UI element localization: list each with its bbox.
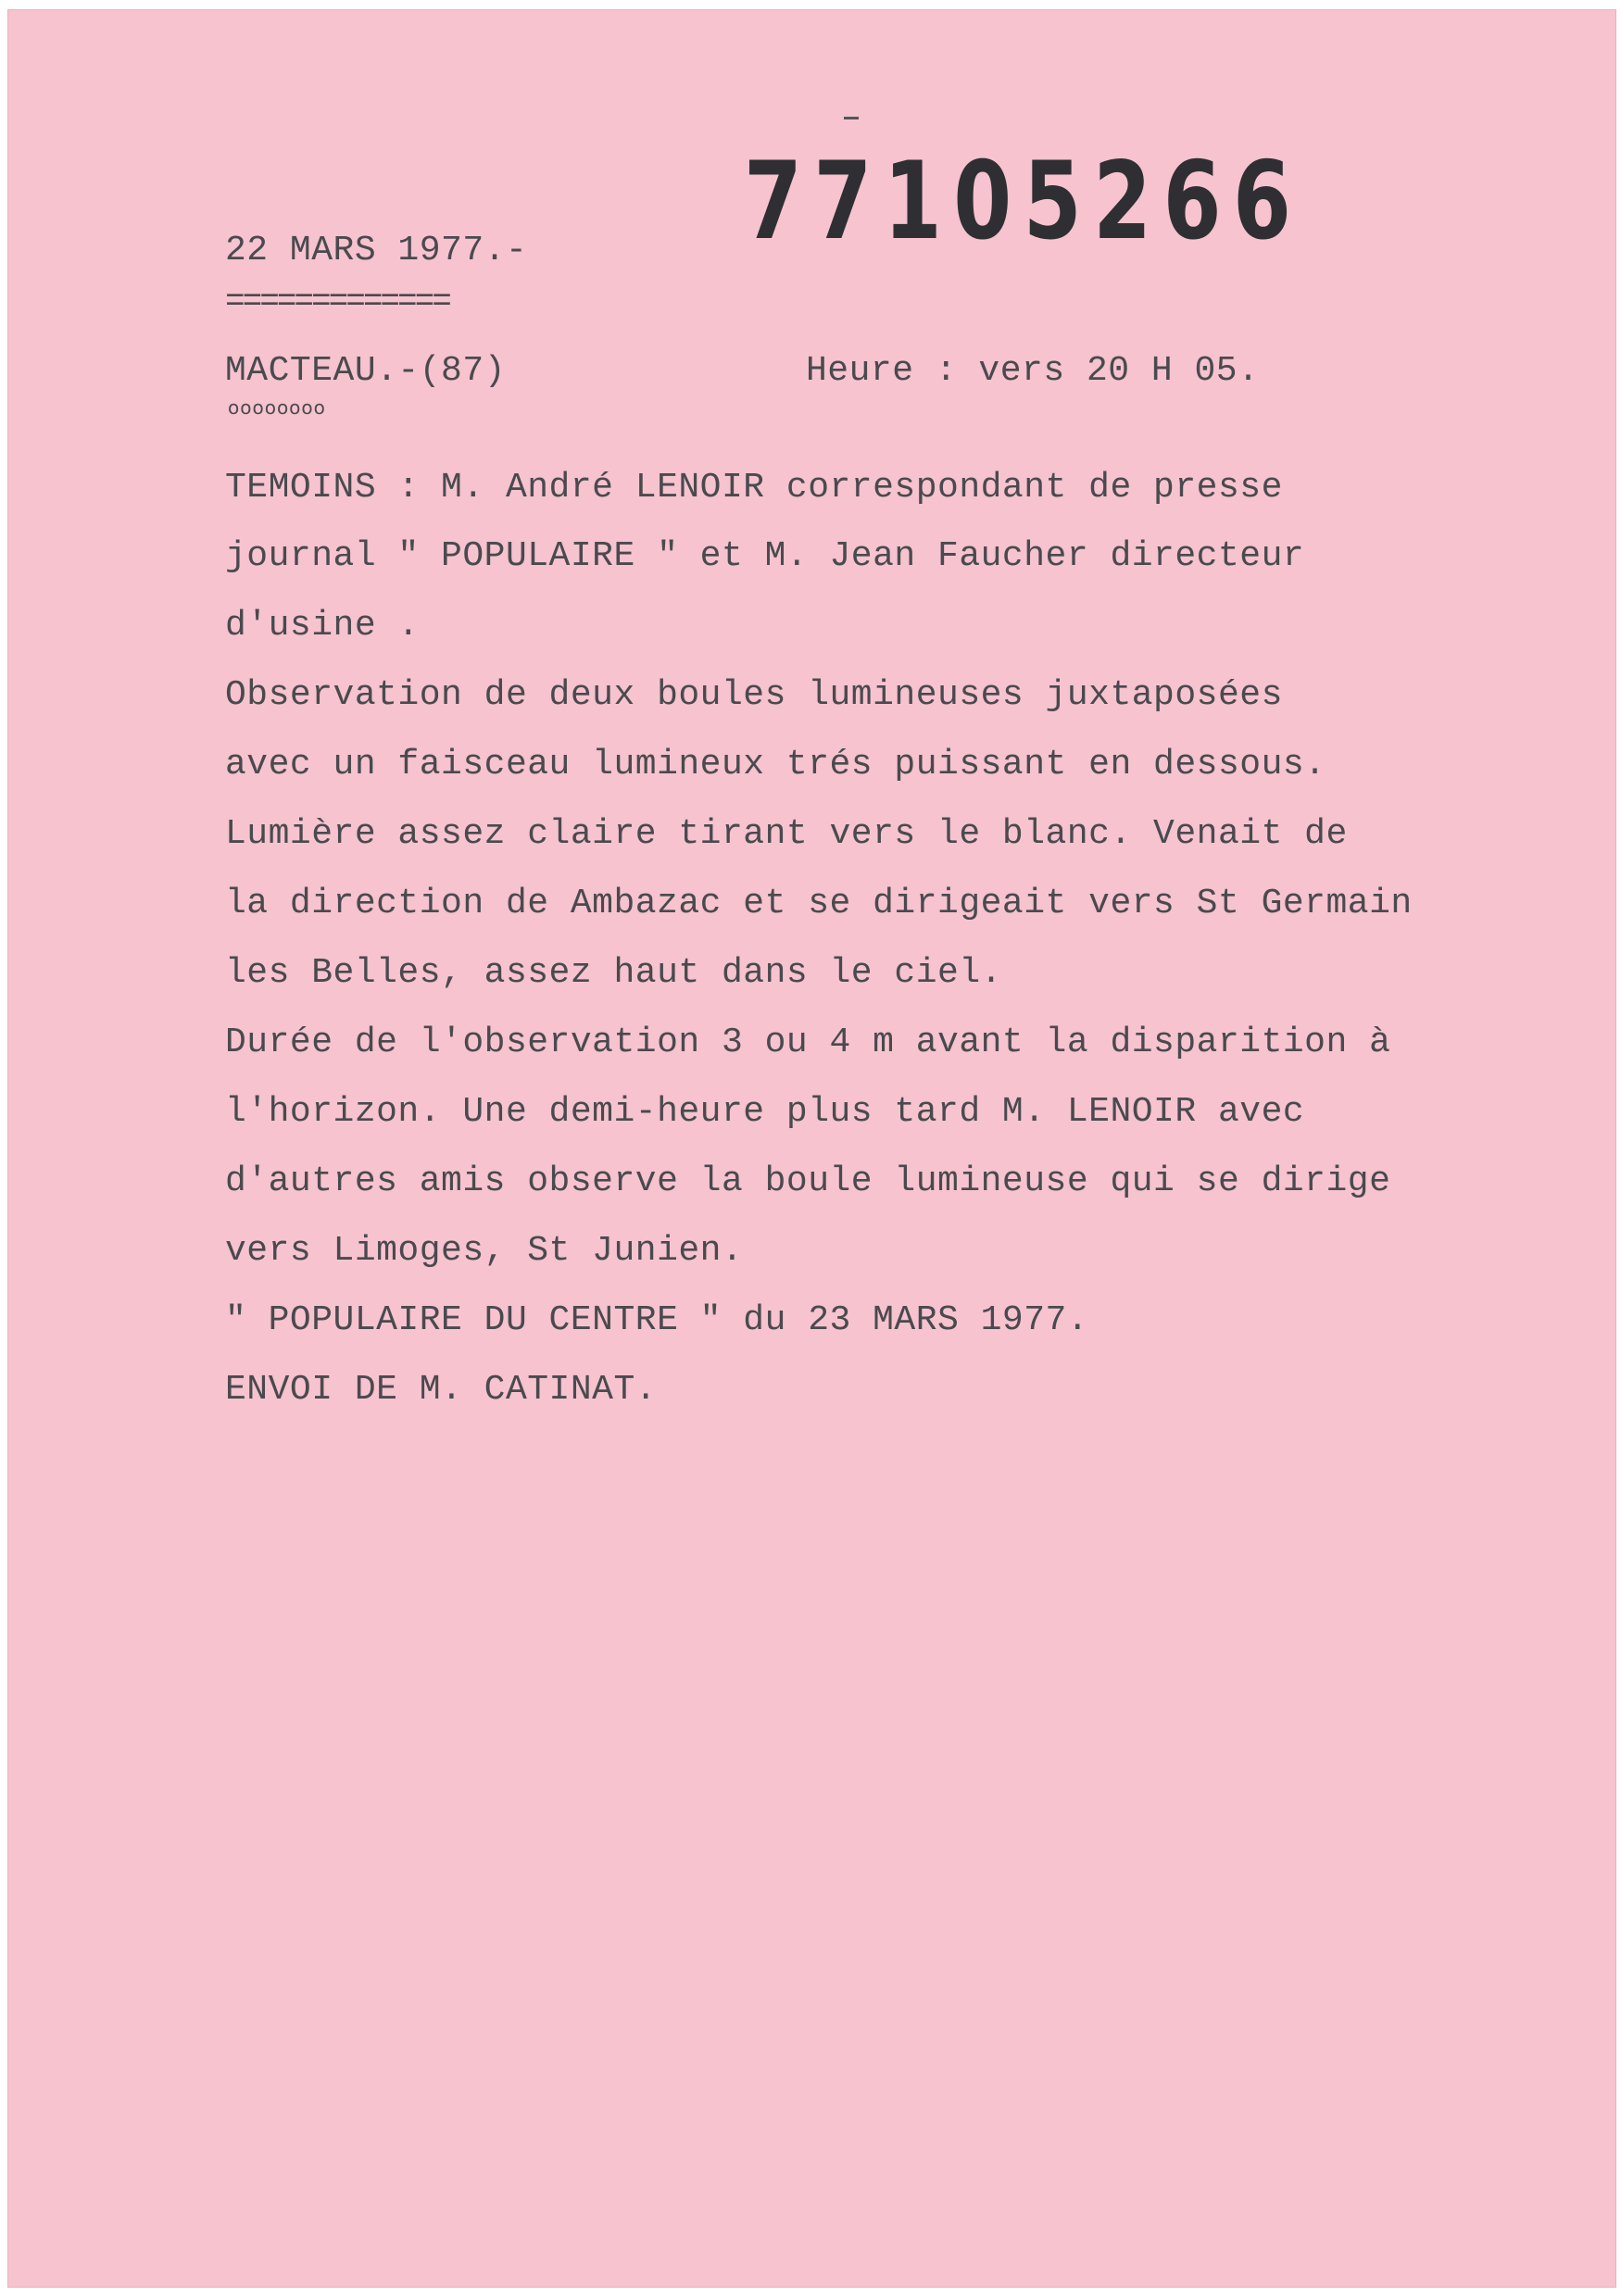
body-line: avec un faisceau lumineux trés puissant en dessous.: [225, 745, 1326, 784]
date-underline: =============: [225, 282, 449, 320]
body-line: d'autres amis observe la boule lumineuse qui se dirige: [225, 1161, 1391, 1201]
body-line: TEMOINS : M. André LENOIR correspondant de presse: [225, 468, 1283, 508]
body-line: Lumière assez claire tirant vers le blanc. Venait de: [225, 814, 1348, 854]
sender-note: ENVOI DE M. CATINAT.: [225, 1370, 658, 1410]
body-line: journal " POPULAIRE " et M. Jean Faucher directeur: [225, 536, 1305, 576]
body-line: Observation de deux boules lumineuses juxtaposées: [225, 675, 1283, 715]
body-line: les Belles, assez haut dans le ciel.: [225, 953, 1002, 993]
body-line: d'usine .: [225, 606, 420, 646]
observation-time: Heure : vers 20 H 05.: [806, 351, 1260, 391]
body-line: vers Limoges, St Junien.: [225, 1231, 744, 1271]
document-location: MACTEAU.-(87): [225, 351, 506, 391]
location-underline: oooooooo: [228, 396, 326, 419]
document-date: 22 MARS 1977.-: [225, 231, 528, 270]
body-line: Durée de l'observation 3 ou 4 m avant la disparition à: [225, 1023, 1391, 1062]
source-citation: " POPULAIRE DU CENTRE " du 23 MARS 1977.: [225, 1300, 1089, 1340]
body-line: l'horizon. Une demi-heure plus tard M. LENOIR avec: [225, 1092, 1305, 1132]
reference-number-stamp: 77105266: [744, 139, 1303, 264]
document-page: [7, 9, 1616, 2288]
pen-mark: [844, 117, 859, 119]
body-line: la direction de Ambazac et se dirigeait vers St Germain: [225, 884, 1413, 923]
